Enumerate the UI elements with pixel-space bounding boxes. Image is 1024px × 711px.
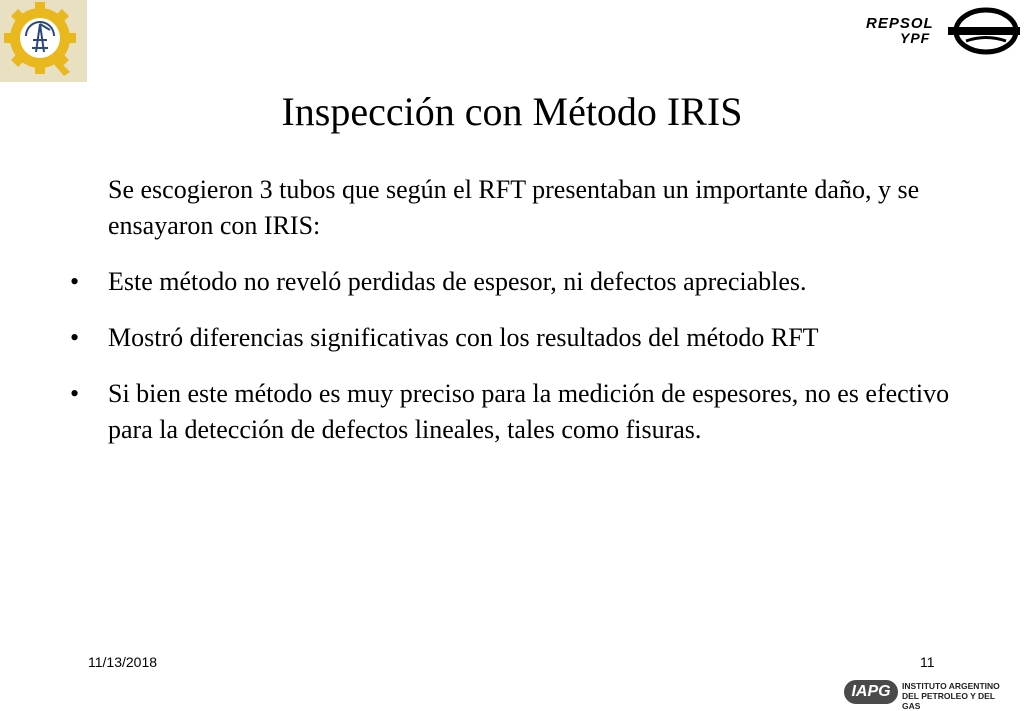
bullet-marker: •: [70, 323, 80, 352]
bullet-item: [70, 264, 970, 300]
bullet-text: Mostró diferencias significativas con los resultados del método RFT: [108, 323, 819, 352]
iapg-name: [902, 681, 1014, 711]
intro-text: Se escogieron 3 tubos que según el RFT presentaban un importante daño, y se ensayaron con IRIS:: [108, 175, 920, 240]
iapg-name-line2: DEL PETROLEO Y DEL GAS: [902, 691, 995, 711]
iapg-logo: [844, 676, 1014, 711]
bullet-text: Si bien este método es muy preciso para la medición de espesores, no es efectivo para la detección de defectos lineales, tales como fisuras.: [108, 379, 950, 444]
bullet-item: [70, 320, 970, 356]
intro-paragraph: [70, 172, 970, 244]
institute-gear-emblem-icon: [0, 0, 87, 82]
bullet-marker: •: [70, 379, 80, 408]
footer-date: 11/13/2018: [88, 654, 158, 670]
iapg-name-line1: INSTITUTO ARGENTINO: [902, 681, 1000, 691]
slide-title: Inspección con Método IRIS: [281, 89, 743, 134]
iapg-badge: IAPG: [844, 680, 898, 704]
bullet-text: Este método no reveló perdidas de espesor, ni defectos apreciables.: [108, 267, 807, 296]
bullet-marker: •: [70, 267, 80, 296]
slide-body: [70, 172, 970, 468]
ypf-wordmark: YPF: [900, 30, 931, 46]
institute-logo: [0, 0, 87, 82]
repsol-wordmark: REPSOL: [866, 15, 934, 32]
footer-page-number: 11: [920, 654, 935, 670]
repsol-ypf-logo: [862, 6, 1022, 56]
repsol-emblem-icon: [946, 6, 1022, 56]
bullet-item: [70, 376, 970, 448]
